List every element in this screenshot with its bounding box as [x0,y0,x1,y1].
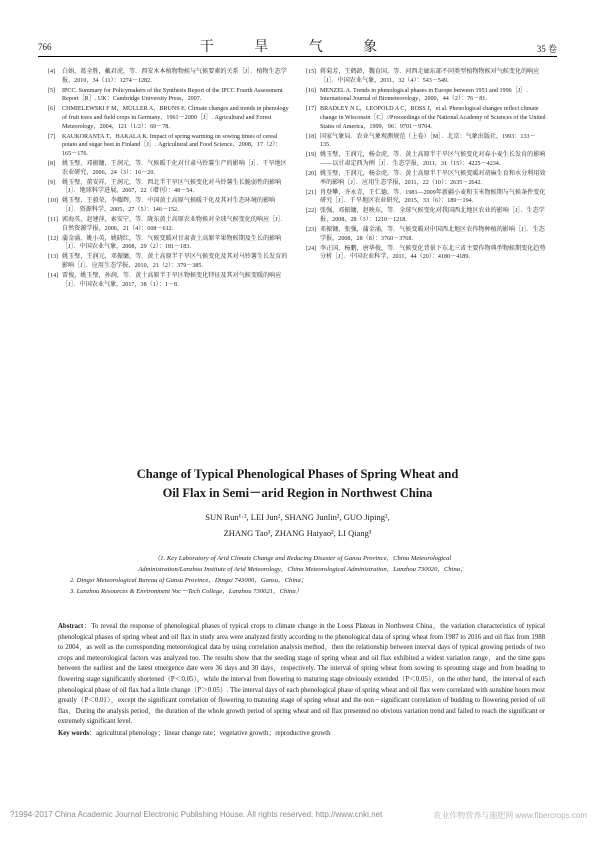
reference-text: IPCC. Summary for Policymakers of the Synthesis Report of the IPCC Fourth Assessment Report［R］. UK：Cambridge University Press，2007. [62,87,283,103]
reference-text: 姚玉璧，王润元，杨金虎，等．黄土高原半干旱区气候变化对春小麦生长发育的影响——以甘肃定西为例［J］．生态学报，2011，31（15）：4225－4234． [320,152,546,167]
reference-text: 姚玉璧，王润元，杨金虎，等．黄土高原半干旱区气候变暖对胡麻生育和水分利用效率的影响［J］．应用生态学报，2011，22（10）：2635－2642． [320,171,546,186]
abstract [58,622,545,740]
reference-text: CHMIELEWSKI F M，MÜLLER A，BRUNS E. Climate changes and trends in phenology of fruit trees and field crops in Germany，1961－2000［J］. Agricultural and Forest Meteorology，2004，121（1/2）：69－78. [62,106,289,130]
reference-item [306,226,548,243]
reference-item [48,235,290,252]
reference-item [306,189,548,206]
author-line: ZHANG Tao³, ZHANG Haiyao², LI Qiang³ [223,528,372,538]
reference-number: [21] [306,189,317,196]
copyright-notice: ?1994-2017 China Academic Journal Electronic Publishing House. All rights reserved. http://www.cnki.net [10,810,383,819]
journal-title: 干 旱 气 象 [199,39,396,55]
reference-item [306,151,548,168]
page-footer [10,810,587,824]
watermark: 农业作物营养与施肥网 www.fibercrops.com [433,811,587,820]
affiliation-line: （1. Key Laboratory of Arid Climate Change and Reducing Disaster of Gansu Province，China Meteorological [153,555,452,562]
reference-item [48,87,290,104]
reference-number: [19] [306,152,317,159]
reference-item [48,105,290,131]
reference-number: [24] [306,245,317,252]
reference-text: 国家气象局．农业气象观测规范（上卷）［M］．北京：气象出版社，1993：133－135． [320,133,536,149]
reference-number: [13] [48,254,59,261]
reference-number: [14] [48,273,59,280]
reference-item [48,68,290,85]
english-title-block [60,465,535,541]
reference-item [306,87,548,104]
reference-number: [17] [306,106,317,113]
volume-label: 35 卷 [536,44,557,54]
reference-item [306,105,548,131]
reference-number: [15] [306,69,317,75]
reference-item [48,253,290,270]
paper-title-line: Change of Typical Phenological Phases of Spring Wheat and [136,467,459,481]
reference-item [48,216,290,233]
reference-item [306,170,548,187]
paper-title-line: Oil Flax in Semi－arid Region in Northwest China [162,486,433,500]
reference-item [48,160,290,177]
affiliation-line: Administration/Lanzhou Institute of Arid Meteorology，China Meteorological Administration，Lanzhou 730020，China； [138,566,467,573]
affiliation-line: 3. Lanzhou Resources & Environment Voc－Tech College，Lanzhou 730021，China） [70,588,303,595]
reference-number: [9] [48,179,56,186]
reference-number: [18] [306,133,317,140]
page-number: 766 [38,42,52,52]
references-left-column [48,68,290,431]
keywords-text: ：agricultural phenology；linear change rate；vegetative growth；reproductive growth [89,729,331,737]
reference-item [306,68,548,85]
reference-text: 姚玉璧，王毅荣，李耀辉，等．中国黄土高原气候暖干化及其对生态环境的影响［J］．资源科学，2005，27（5）：146－152． [62,198,276,213]
reference-text: 雷俊，姚玉璧，孙润，等．黄土高原半干旱区物候变化特征及其对气候变暖的响应［J］．中国农业气象，2017，38（1）：1－8． [62,273,282,288]
reference-number: [11] [48,217,58,223]
reference-item [306,207,548,224]
reference-text: 姚玉璧，王润元，邓振镛，等．黄土高原半干旱区气候变化及其对马铃薯生长发育的影响［J］．应用生态学报，2010，21（2）：379－385． [62,254,288,269]
references-right-column [306,68,548,431]
reference-number: [22] [306,208,317,215]
reference-text: 张强，邓振镛，赵映东，等．全球气候变化对我国西北地区农业的影响［J］．生态学报，2008，28（3）：1210－1218． [320,208,545,223]
reference-number: [5] [48,87,56,94]
reference-item [48,133,290,159]
running-header [38,34,557,57]
reference-text: 姚玉璧，董安祥，王润元，等．西北半干旱区气候变化对马铃薯生长脆弱性的影响［J］．地球科学进展，2007，22（增刊）：48－54． [62,179,282,195]
reference-text: 白娟，葛全胜，戴君虎，等．西安木本植物物候与气候要素的关系［J］．植物生态学报，2010，34（11）：1274－1282． [62,69,287,84]
abstract-label: Abstract [58,623,84,630]
keywords [58,729,545,740]
reference-number: [8] [48,160,56,167]
references-section [48,68,548,431]
reference-text: BRADLEY N L，LEOPOLD A C，ROSS J，et al. Phenological changes reflect climate change in Wisconsin［C］//Proceedings of the National Academy of Sciences of the United States of America，1999，96：9701－9704. [320,106,546,130]
author-line: SUN Run¹·², LEI Jun², SHANG Junlin², GUO Jiping², [205,512,390,522]
reference-number: [6] [48,106,56,113]
reference-number: [20] [306,171,317,178]
reference-text: 肖登攀，齐永青，王仁德，等．1981—2009年新疆小麦和玉米物候期与气候条件变化研究［J］．干旱地区农业研究，2015，33（6）：189－194． [320,189,546,205]
reference-text: 蒲金涌，姚小英，姚晓红，等．气候变暖对甘肃黄土高原苹果物候期及生长的影响［J］．中国农业气象，2008，29（2）：181－183． [62,235,282,251]
abstract-paragraph [58,622,545,728]
reference-number: [23] [306,227,317,234]
reference-number: [10] [48,198,59,205]
reference-item [48,179,290,196]
reference-number: [16] [306,87,317,94]
reference-number: [4] [48,69,56,75]
affiliations [70,553,535,597]
affiliation-line: 2. Dingxi Meteorological Bureau of Gansu Province，Dingxi 743000，Gansu，China； [70,577,308,584]
reference-text: MENZEL A. Trends in phenological phases in Europe between 1951 and 1996［J］. International Journal of Biometeorology，2000，44（2）：76－81. [320,87,528,103]
reference-text: KAUKORANTA T，HAKALA K. Impact of spring warming on sowing times of cereal potato and sugar beet in Finland［J］. Agricultural and Food Science，2008，17（2）：165－176. [62,133,282,157]
abstract-text: ：To reveal the response of phenological phases of typical crops to climate change in the Loess Plateau in Northwest China，the variation characteristics of typical phenological phases of spring wheat and oil flax in study area were analyzed firstly according to the phenological data of spring wheat from 1987 to 2016 and oil flax from 1988 to 2004，as well as the corresponding meteorological data by using correlation analysis method，then the relationship between interval days of typical growing periods of two crops and meteorological factors was analyzed too. The results show that the seeding stage of spring wheat and oil flax exhibited a widest variation range，and the time gaps between the earliest and the latest emergence date were 36 days and 30 days，respectively. The interval of spring wheat from sowing to sprouting stage and from heading to flowering stage significantly shortened（P＜0.05），while the interval from flowering to maturing stage obviously extended（P＜0.05），on the other hand，the interval of each phenological phase of oil flax had a little change（P＞0.05）. The interval days of each phenological phase of spring wheat and oil flax were correlated with sunshine hours most greatly（P＜0.01），except the significant correlation of flowering to maturing stage of spring wheat and the non－significant correlation of budding to flowering period of oil flax．During the analysis period，the duration of the whole growth period of spring wheat and oil flax presented no obvious variation trend and failed to reach the significant or extremely significant level. [58,623,545,726]
reference-number: [7] [48,133,56,140]
reference-item [48,197,290,214]
author-list [60,509,535,541]
reference-number: [12] [48,235,59,242]
reference-text: 李正国，杨鹏，唐华俊，等．气候变化背景下东北三省主要作物典型物候期变化趋势分析［J］．中国农业科学，2011，44（20）：4180－4189． [320,245,546,261]
keywords-label: Key words [58,729,90,737]
reference-text: 蒋菊芳，王鹤龄，魏育国，等．河西走廊东部不同类型植物物候对气候变化的响应［J］．中国农业气象，2011，32（4）：543－549． [320,69,540,84]
reference-text: 邓振镛，张强，蒲金涌，等．气候变暖对中国西北地区农作物种植的影响［J］．生态学报，2008，28（8）：3760－3768． [320,227,545,242]
reference-text: 郭海英，赵建萍，索安宁，等．陇东黄土高原农业物候对全球气候变化的响应［J］．自然资源学报，2006，21（4）：608－612． [62,217,287,232]
reference-item [306,133,548,150]
reference-item [306,245,548,262]
paper-title [60,465,535,503]
reference-text: 姚玉璧，邓振镛，王润元，等．气候暖干化对甘肃马铃薯生产的影响［J］．干旱地区农业研究，2006，24（3）：16－20． [62,160,287,176]
reference-item [48,272,290,289]
